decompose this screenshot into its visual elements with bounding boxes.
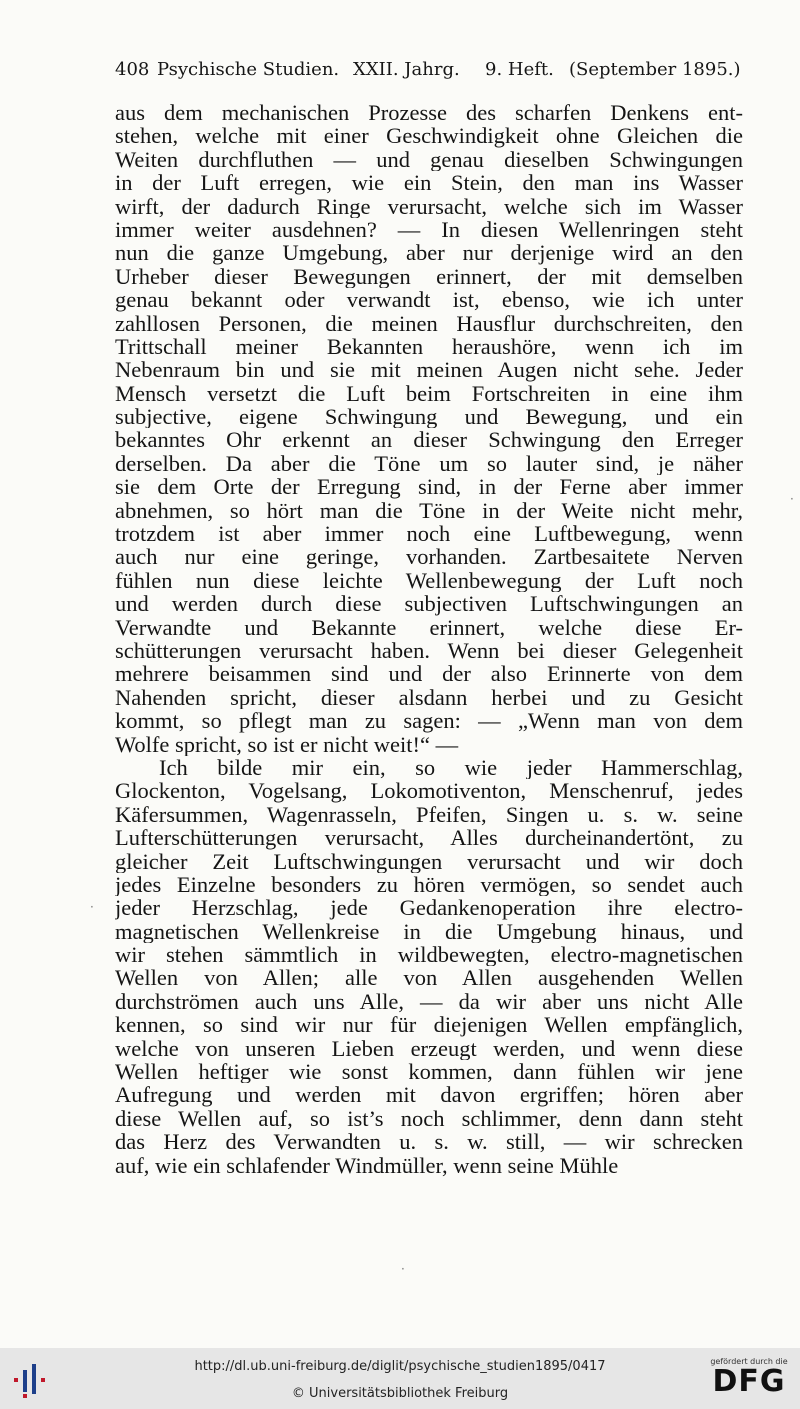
text-line: schütterungen verursacht haben. Wenn bei dieser Gelegenheit (115, 638, 743, 663)
text-line: sie dem Orte der Erregung sind, in der Ferne aber immer (115, 475, 743, 499)
text-line: kennen, so sind wir nur für diejenigen Wellen empfänglich, (115, 1013, 743, 1037)
text-line: jeder Herzschlag, jede Gedankenoperation ihre electro- (115, 896, 743, 920)
text-line: abnehmen, so hört man die Töne in der Weite nicht mehr, (115, 498, 743, 523)
running-header (115, 55, 743, 85)
text-line: auch nur eine geringe, vorhanden. Zartbesaitete Nerven (115, 545, 743, 569)
copyright-notice: © Universitätsbibliothek Freiburg (291, 1386, 509, 1401)
text-line: subjective, eigene Schwingung und Bewegung, und ein (115, 405, 743, 429)
dfg-caption: gefördert durch die (710, 1357, 788, 1366)
text-line: diese Wellen auf, so ist’s noch schlimmer, denn dann steht (115, 1106, 743, 1131)
journal-title: Psychische Studien. (157, 59, 340, 80)
text-line: Mensch versetzt die Luft beim Fortschreiten in eine ihm (115, 381, 743, 406)
text-line: jedes Einzelne besonders zu hören vermögen, so sendet auch (115, 872, 743, 897)
text-line: wir stehen sämmtlich in wildbewegten, electro-magnetischen (115, 943, 743, 967)
text-line: Nebenraum bin und sie mit meinen Augen nicht sehe. Jeder (115, 358, 743, 382)
text-line: welche von unseren Lieben erzeugt werden, und wenn diese (115, 1036, 743, 1061)
dfg-logo (706, 1357, 792, 1403)
text-line: aus dem mechanischen Prozesse des scharfen Denkens ent- (115, 101, 743, 125)
text-line: immer weiter ausdehnen? — In diesen Wellenringen steht (115, 217, 743, 242)
text-line: das Herz des Verwandten u. s. w. still, — wir schrecken (115, 1130, 743, 1154)
scan-speck: · (401, 1262, 405, 1276)
text-line: durchströmen auch uns Alle, — da wir aber uns nicht Alle (115, 989, 743, 1014)
text-line: genau bekannt oder verwandt ist, ebenso, wie ich unter (115, 288, 743, 312)
text-line: Lufterschütterungen verursacht, Alles durcheinandertönt, zu (115, 826, 743, 850)
text-line: nun die ganze Umgebung, aber nur derjenige wird an den (115, 241, 743, 265)
text-line: Wellen von Allen; alle von Allen ausgehenden Wellen (115, 966, 743, 990)
scan-speck: · (90, 900, 94, 914)
text-line: Käfersummen, Wagenrasseln, Pfeifen, Singen u. s. w. seine (115, 802, 743, 827)
text-line: Wolfe spricht, so ist er nicht weit!“ — (115, 732, 459, 756)
scan-speck: · (790, 492, 794, 506)
body-text (115, 101, 743, 1177)
text-line: Glockenton, Vogelsang, Lokomotiventon, Menschenruf, jedes (115, 779, 743, 803)
dfg-wordmark: DFG (712, 1364, 786, 1399)
text-line: zahllosen Personen, die meinen Hausflur durchschreiten, den (115, 311, 743, 335)
footer-bar (0, 1348, 800, 1409)
source-link[interactable]: http://dl.ub.uni-freiburg.de/diglit/psychische_studien1895/0417 (194, 1359, 606, 1374)
text-line: Verwandte und Bekannte erinnert, welche diese Er- (115, 615, 743, 639)
text-line: bekanntes Ohr erkennt an dieser Schwingung den Erreger (115, 428, 743, 452)
issue-date: (September 1895.) (569, 59, 741, 80)
text-line: Nahenden spricht, dieser alsdann herbei und zu Gesicht (115, 685, 743, 710)
page-number: 408 (115, 59, 150, 80)
text-line: auf, wie ein schlafender Windmüller, wenn seine Mühle (115, 1153, 619, 1177)
text-line: Urheber dieser Bewegungen erinnert, der mit demselben (115, 264, 743, 289)
issue: 9. Heft. (485, 59, 554, 80)
volume: XXII. Jahrg. (353, 59, 460, 80)
text-line: und werden durch diese subjectiven Luftschwingungen an (115, 592, 743, 616)
text-line: Trittschall meiner Bekannten heraushöre, wenn ich im (115, 334, 743, 359)
text-line: Ich bilde mir ein, so wie jeder Hammerschlag, (159, 755, 743, 780)
text-line: magnetischen Wellenkreise in die Umgebung hinaus, und (115, 919, 743, 944)
university-library-logo-icon (10, 1360, 46, 1400)
text-line: kommt, so pflegt man zu sagen: — „Wenn man von dem (115, 709, 743, 733)
text-line: mehrere beisammen sind und der also Erinnerte von dem (115, 662, 743, 686)
text-line: stehen, welche mit einer Geschwindigkeit ohne Gleichen die (115, 124, 743, 148)
text-line: Aufregung und werden mit davon ergriffen; hören aber (115, 1083, 743, 1107)
text-line: in der Luft erregen, wie ein Stein, den man ins Wasser (115, 171, 743, 195)
text-line: trotzdem ist aber immer noch eine Luftbewegung, wenn (115, 522, 743, 546)
text-line: Weiten durchfluthen — und genau dieselben Schwingungen (115, 147, 743, 172)
text-line: gleicher Zeit Luftschwingungen verursacht und wir doch (115, 849, 743, 873)
text-line: derselben. Da aber die Töne um so lauter sind, je näher (115, 451, 743, 476)
text-line: wirft, der dadurch Ringe verursacht, welche sich im Wasser (115, 194, 743, 218)
text-line: Wellen heftiger wie sonst kommen, dann fühlen wir jene (115, 1060, 743, 1084)
text-line: fühlen nun diese leichte Wellenbewegung der Luft noch (115, 568, 743, 593)
